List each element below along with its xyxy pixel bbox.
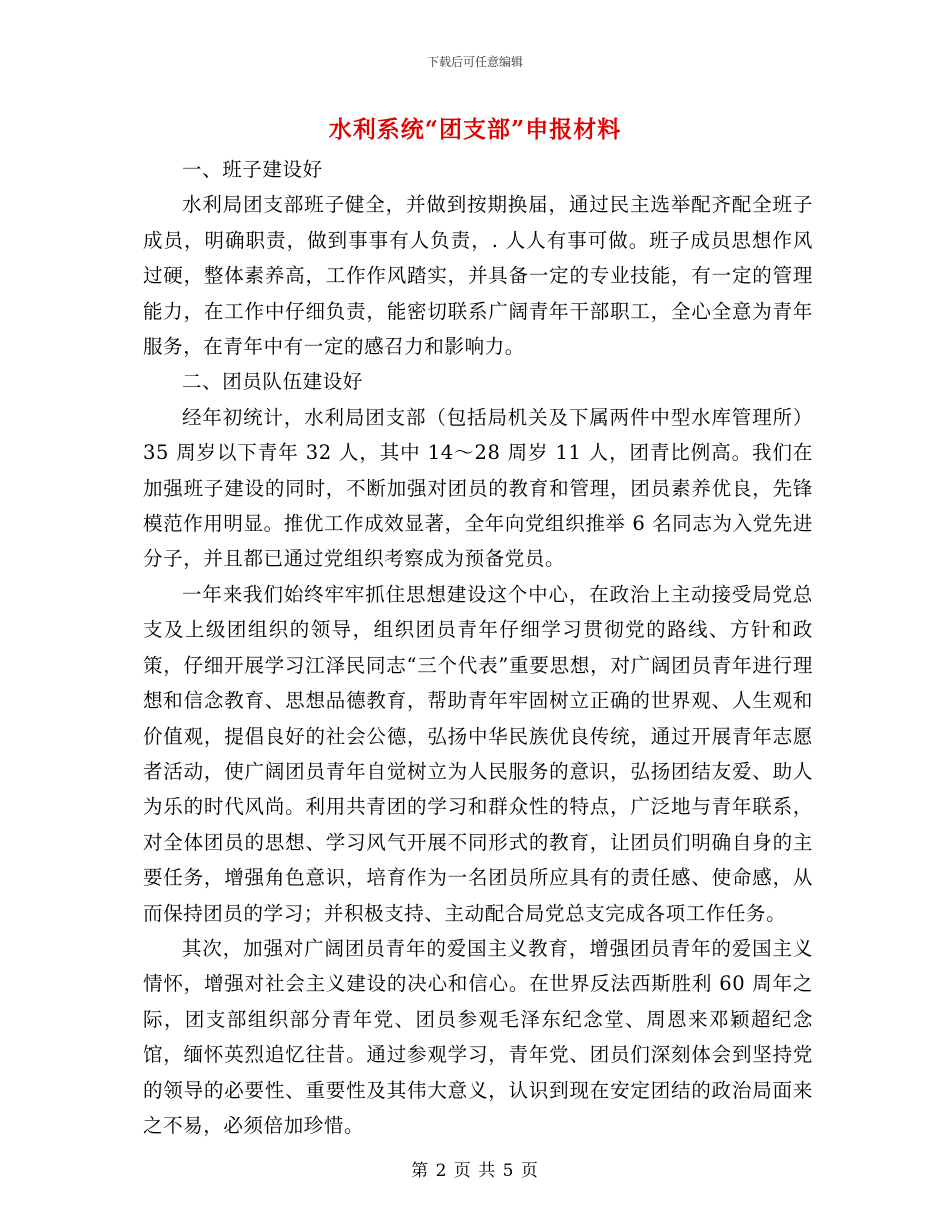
paragraph: 一年来我们始终牢牢抓住思想建设这个中心，在政治上主动接受局党总支及上级团组织的领导，组织团员青年仔细学习贯彻党的路线、方针和政策，仔细开展学习江泽民同志“三个代表”重要思想，对广阔团员青年进行理想和信念教育、思想品德教育，帮助青年牢固树立正确的世界观、人生观和价值观，提倡良好的社会公德，弘扬中华民族优良传统，通过开展青年志愿者活动，使广阔团员青年自觉树立为人民服务的意识，弘扬团结友爱、助人为乐的时代风尚。利用共青团的学习和群众性的特点，广泛地与青年联系，对全体团员的思想、学习风气开展不同形式的教育，让团员们明确自身的主要任务，增强角色意识，培育作为一名团员所应具有的责任感、使命感，从而保持团员的学习；并积极支持、主动配合局党总支完成各项工作任务。 [143,582,813,925]
paragraph: 水利局团支部班子健全，并做到按期换届，通过民主选举配齐配全班子成员，明确职责，做到事事有人负责，. 人人有事可做。班子成员思想作风过硬，整体素养高，工作作风踏实，并具备一定的专业技能，有一定的管理能力，在工作中仔细负责，能密切联系广阔青年干部职工，全心全意为青年服务，在青年中有一定的感召力和影响力。 [143,193,813,359]
header-note: 下载后可任意编辑 [426,55,523,69]
paragraph: 其次，加强对广阔团员青年的爱国主义教育，增强团员青年的爱国主义情怀，增强对社会主义建设的决心和信心。在世界反法西斯胜利 60 周年之际，团支部组织部分青年党、团员参观毛泽东纪念堂、周恩来邓颖超纪念馆，缅怀英烈追忆往昔。通过参观学习，青年党、团员们深刻体会到坚持党的领导的必要性、重要性及其伟大意义，认识到现在安定团结的政治局面来之不易，必须倍加珍惜。 [143,936,813,1137]
document-body [143,152,813,1143]
section-heading: 二、团员队伍建设好 [182,370,363,394]
section-heading: 一、班子建设好 [182,158,323,181]
paragraph: 经年初统计，水利局团支部（包括局机关及下属两件中型水库管理所）35 周岁以下青年 32 人，其中 14～28 周岁 11 人，团青比例高。我们在加强班子建设的同时，不断加强对团员的教育和管理，团员素养优良，先锋模范作用明显。推优工作成效显著，全年向党组织推举 6 名同志为入党先进分子，并且都已通过党组织考察成为预备党员。 [143,405,813,571]
document-title: 水利系统“团支部”申报材料 [328,116,622,143]
page-number-footer: 第 2 页 共 5 页 [411,1161,539,1181]
